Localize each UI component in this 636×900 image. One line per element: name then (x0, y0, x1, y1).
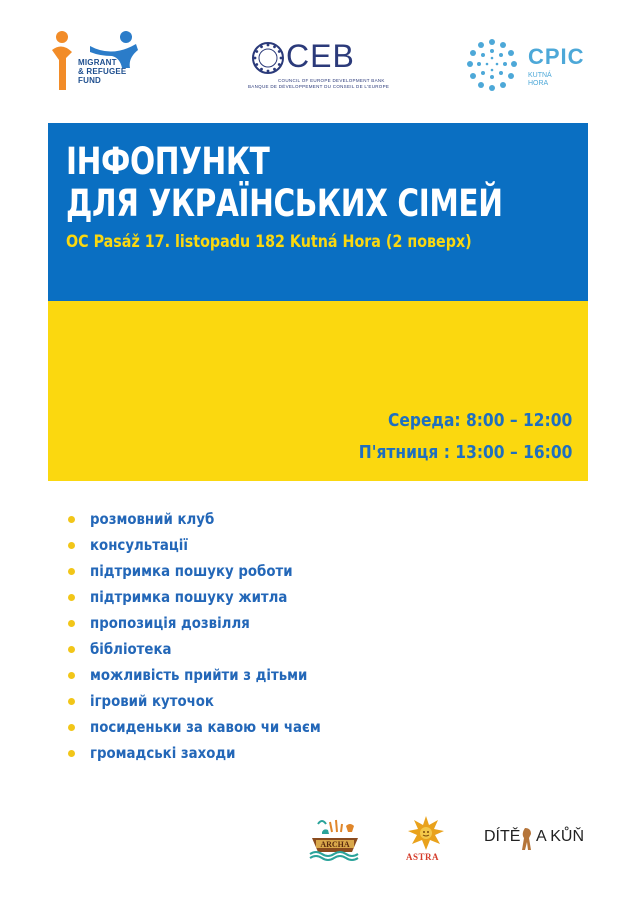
service-label: консультації (90, 536, 188, 554)
cpic-logo (462, 36, 592, 96)
list-item (68, 690, 358, 716)
hours-wednesday: Середа: 8:00 – 12:00 (387, 410, 572, 431)
list-item (68, 534, 358, 560)
mrf-line: & REFUGEE (78, 67, 127, 76)
service-label: громадські заходи (90, 744, 236, 762)
page-title-line-2: ДЛЯ УКРАЇНСЬКИХ СІМЕЙ (66, 182, 503, 225)
services-list (68, 508, 358, 768)
service-label: підтримка пошуку житла (90, 588, 288, 606)
sun-star-icon (402, 814, 450, 852)
service-label: ігровий куточок (90, 692, 214, 710)
service-label: бібліотека (90, 640, 172, 658)
bullet-icon (68, 750, 75, 757)
list-item (68, 638, 358, 664)
address-text: OC Pasáž 17. listopadu 182 Kutná Hora (2 поверх) (66, 232, 472, 252)
dite-text: DÍTĚ (484, 828, 521, 845)
astra-text: ASTRA (406, 852, 440, 862)
bullet-icon (68, 620, 75, 627)
astra-logo (402, 814, 450, 862)
service-label: пропозиція дозвілля (90, 614, 250, 632)
bullet-icon (68, 542, 75, 549)
bullet-icon (68, 646, 75, 653)
horse-child-icon (521, 826, 535, 852)
migrant-refugee-fund-logo (50, 28, 150, 98)
cpic-sub-line: KUTNÁ (528, 72, 552, 79)
ceb-subtitle-en: COUNCIL OF EUROPE DEVELOPMENT BANK (278, 78, 385, 83)
ceb-subtitle-fr: BANQUE DE DÉVELOPPEMENT DU CONSEIL DE L'EUROPE (248, 84, 390, 89)
list-item (68, 586, 358, 612)
service-label: підтримка пошуку роботи (90, 562, 293, 580)
cpic-word: CPIC (528, 44, 585, 69)
star-circle-icon (250, 40, 286, 76)
mrf-line: MIGRANT (78, 58, 117, 67)
archa-logo (308, 818, 362, 862)
archa-text: ARCHA (320, 840, 350, 849)
page-title-line-1: ІНФОПУНКТ (66, 140, 270, 183)
list-item (68, 664, 358, 690)
ceb-logo (246, 38, 390, 94)
dite-a-kun-logo (484, 826, 594, 852)
service-label: розмовний клуб (90, 510, 215, 528)
ceb-word: CEB (286, 38, 355, 74)
cpic-subtitle (528, 72, 552, 88)
list-item (68, 742, 358, 768)
hours-friday: П'ятниця : 13:00 – 16:00 (358, 442, 572, 463)
bullet-icon (68, 594, 75, 601)
bullet-icon (68, 568, 75, 575)
bullet-icon (68, 698, 75, 705)
service-label: можливість прийти з дітьми (90, 666, 308, 684)
list-item (68, 612, 358, 638)
a-kun-text: A KŮŇ (536, 828, 585, 845)
list-item (68, 508, 358, 534)
cpic-sub-line: HORA (528, 80, 549, 87)
bullet-icon (68, 672, 75, 679)
bullet-icon (68, 724, 75, 731)
dots-circle-icon (462, 36, 522, 96)
list-item (68, 560, 358, 586)
bullet-icon (68, 516, 75, 523)
list-item (68, 716, 358, 742)
ark-animals-icon (308, 818, 362, 862)
mrf-line: FUND (78, 76, 102, 85)
service-label: посиденьки за кавою чи чаєм (90, 718, 321, 736)
mrf-text (78, 58, 126, 85)
